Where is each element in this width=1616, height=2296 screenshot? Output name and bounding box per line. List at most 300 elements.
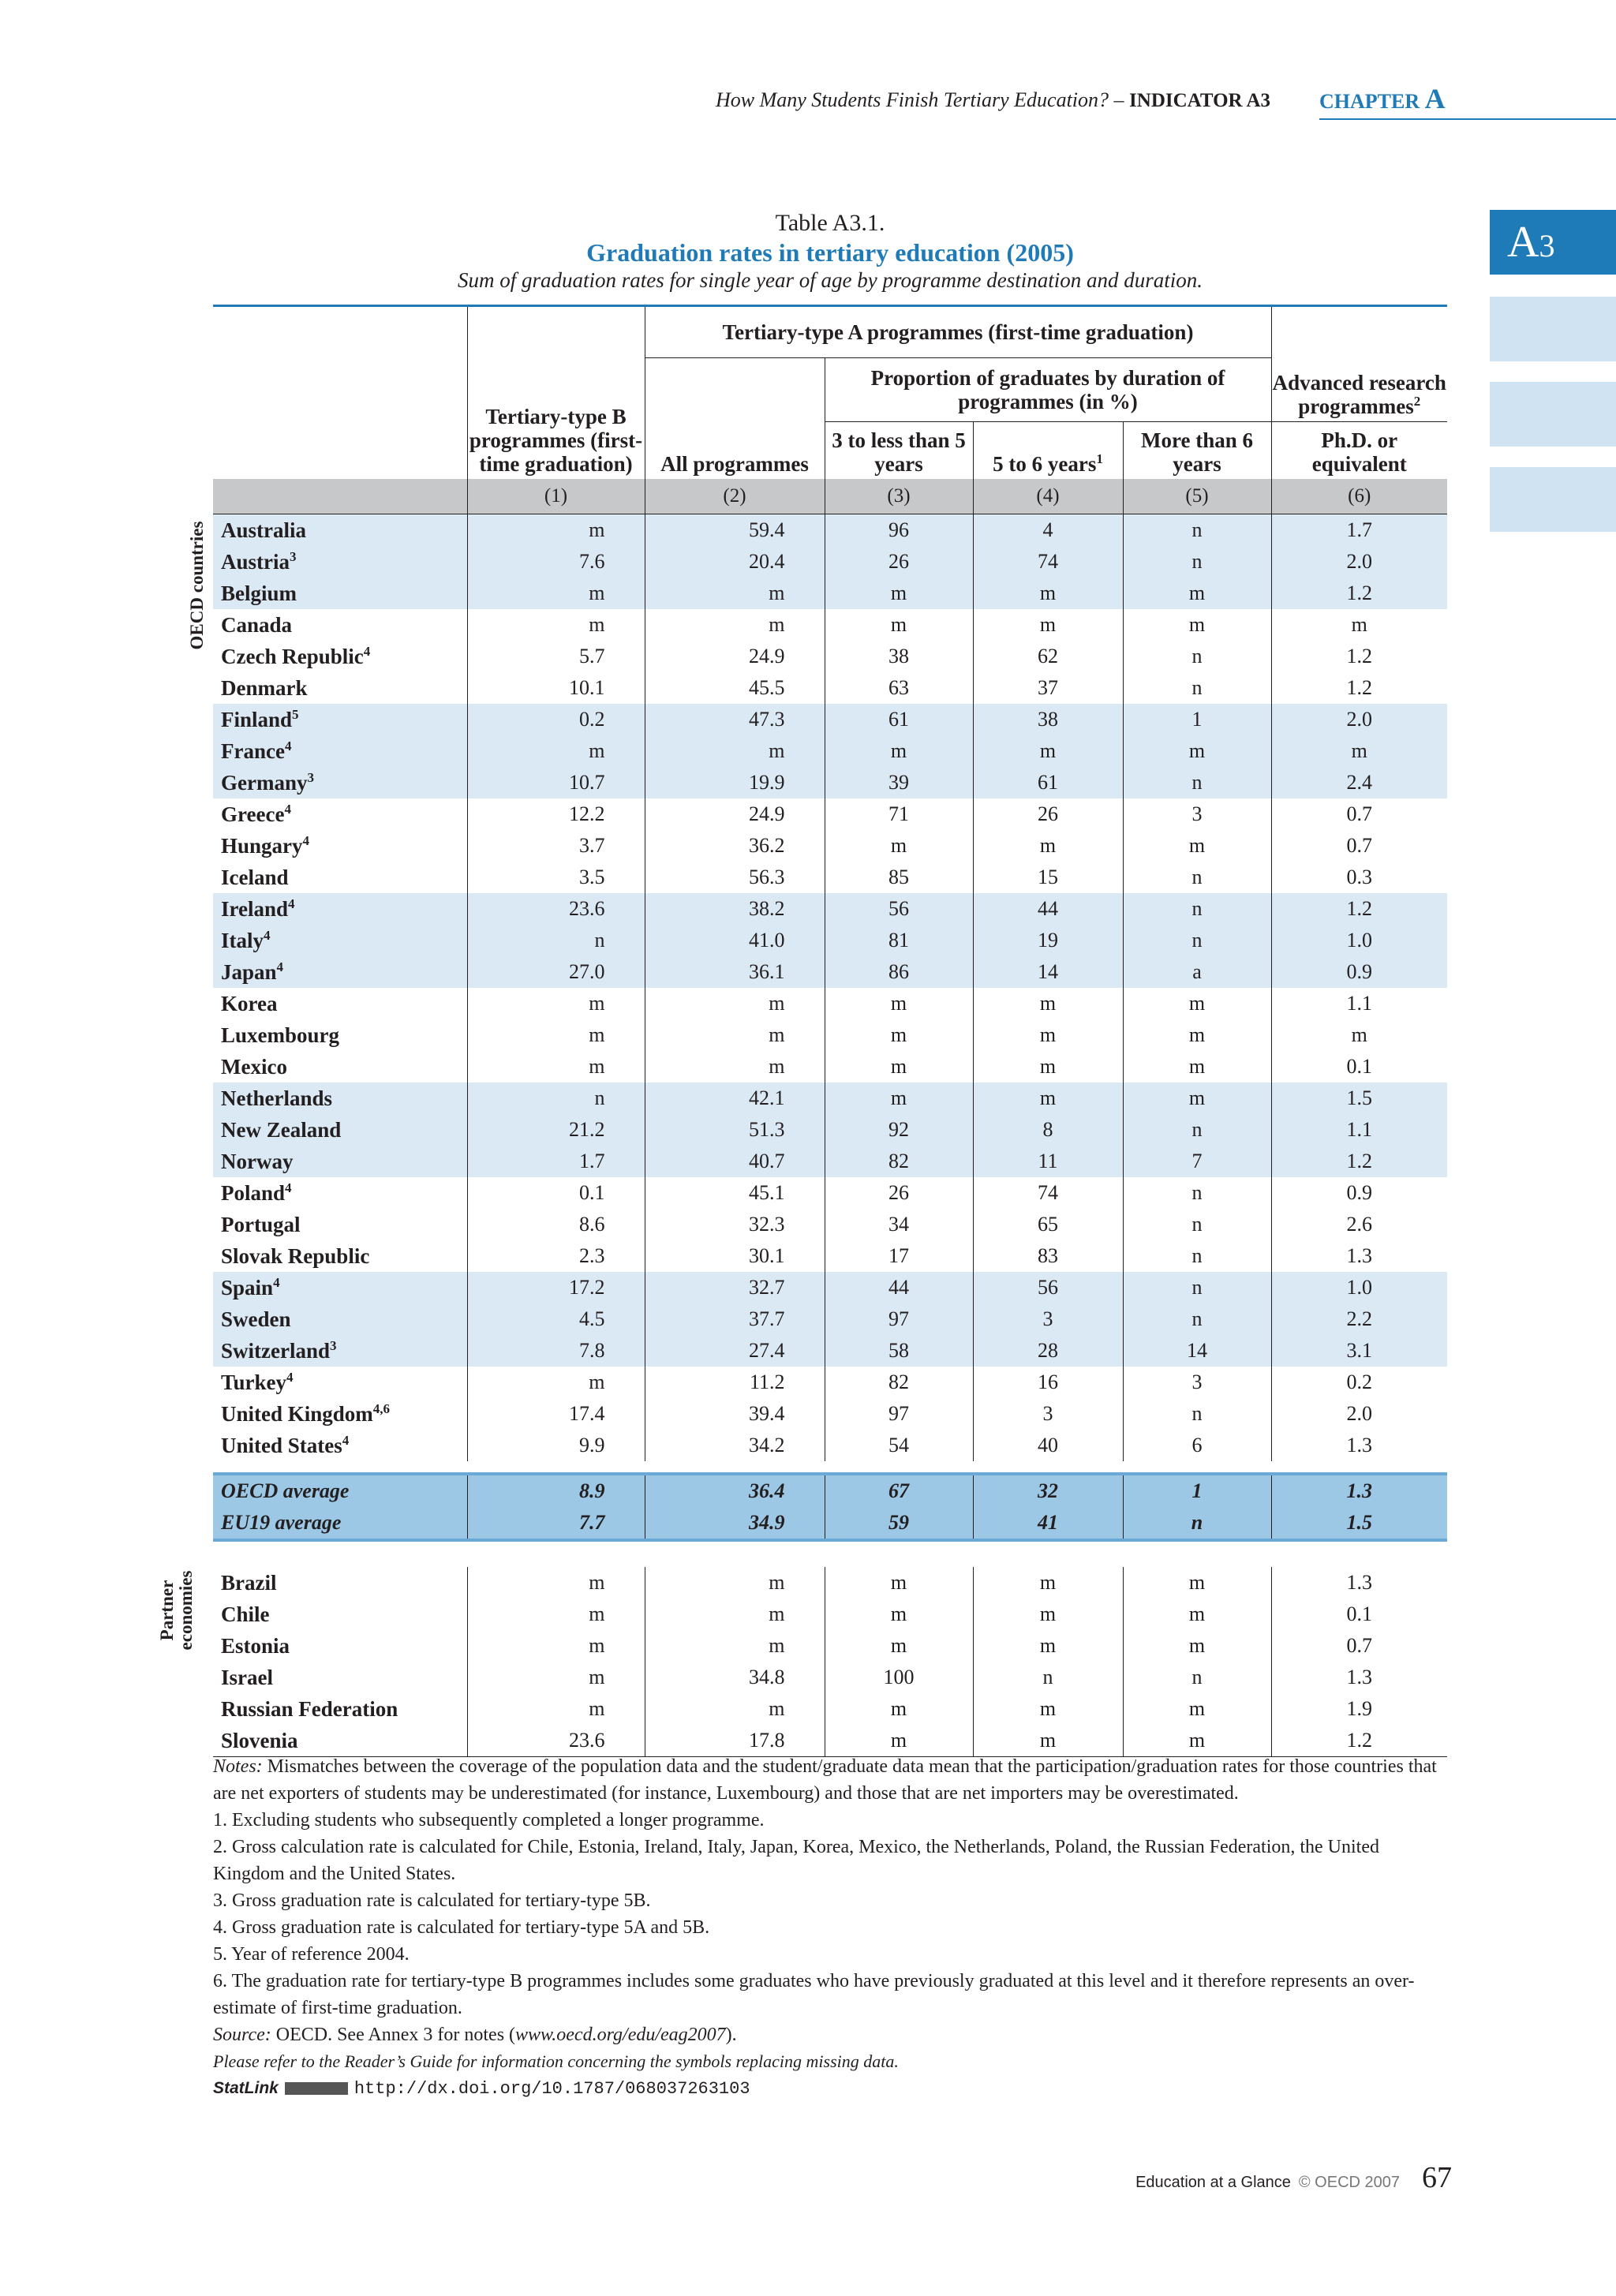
table-row [213,578,1447,609]
value-cell-col6: 3.1 [1271,1335,1447,1367]
partner-name [213,1630,467,1662]
value-cell-col2: 30.1 [645,1240,825,1272]
oecd-rows [213,514,1447,1462]
statlink-logo-icon [285,2082,348,2095]
value-cell-col5: 3 [1123,1367,1271,1398]
value-cell-col5: n [1123,925,1271,956]
col2-header: All programmes [645,358,825,480]
value-cell-col2: m [645,1693,825,1725]
value-cell-col5: m [1123,1693,1271,1725]
row-label: Australia [221,518,306,542]
value-cell-col5: n [1123,1209,1271,1240]
table-row [213,1567,1447,1599]
value-cell-col1: 7.8 [467,1335,645,1367]
footer-copyright: © OECD 2007 [1298,2174,1400,2191]
row-label: Netherlands [221,1086,332,1110]
value-cell-col5: m [1123,1567,1271,1599]
value-cell-col3: m [825,1019,973,1051]
country-name [213,641,467,672]
country-name [213,1367,467,1398]
value-cell-col5: n [1123,1272,1271,1303]
value-cell-col2: 36.1 [645,956,825,988]
value-cell-col1: m [467,1051,645,1083]
footnote-marker: 4 [284,801,291,817]
value-cell-col5: m [1123,1019,1271,1051]
running-title: How Many Students Finish Tertiary Education? [715,88,1109,111]
footnote-marker: 4 [285,1180,292,1195]
country-name [213,1083,467,1114]
value-cell-col3: m [825,1725,973,1757]
table-row [213,704,1447,735]
value-cell-col5: 7 [1123,1146,1271,1177]
value-cell-col4: m [973,1567,1123,1599]
row-label: Portugal [221,1212,301,1236]
table-row [213,546,1447,578]
value-cell-col4: m [973,578,1123,609]
country-name [213,893,467,925]
value-cell-col4: m [973,1599,1123,1630]
row-label: Brazil [221,1570,277,1595]
value-cell-col2: 32.7 [645,1272,825,1303]
value-cell-col4: m [973,1019,1123,1051]
value-cell-col5: m [1123,735,1271,767]
value-cell-col5: n [1123,1507,1271,1540]
value-cell-col3: 86 [825,956,973,988]
footnote-marker: 3 [307,769,314,785]
partner-name [213,1599,467,1630]
value-cell-col6: m [1271,609,1447,641]
footnote-marker: 4 [342,1432,350,1448]
row-label: Belgium [221,581,297,605]
row-label: Estonia [221,1633,290,1658]
value-cell-col1: 8.9 [467,1474,645,1507]
table-title: Graduation rates in tertiary education (2005) [586,238,1074,267]
value-cell-col1: 23.6 [467,893,645,925]
value-cell-col1: 3.5 [467,862,645,893]
value-cell-col3: 61 [825,704,973,735]
table-row [213,1693,1447,1725]
running-separator: – [1109,88,1130,111]
note-2: 2. Gross calculation rate is calculated for Chile, Estonia, Ireland, Italy, Japan, Korea, Mexico, the Netherlands, Poland, the Russian Federation, the United Kingdom and the United States. [213,1837,1380,1884]
value-cell-col4: 37 [973,672,1123,704]
country-name [213,1303,467,1335]
row-label: Hungary [221,833,303,858]
row-label: Sweden [221,1307,291,1331]
value-cell-col2: 37.7 [645,1303,825,1335]
footnote-marker: 4 [264,927,271,943]
value-cell-col2: 45.5 [645,672,825,704]
row-spacer [213,1540,1447,1567]
country-name [213,672,467,704]
value-cell-col1: m [467,514,645,547]
value-cell-col4: 11 [973,1146,1123,1177]
row-label: EU19 average [221,1511,342,1534]
section-tab [1490,210,1616,275]
value-cell-col4: n [973,1662,1123,1693]
table-row [213,925,1447,956]
partner-name [213,1693,467,1725]
table-row [213,1630,1447,1662]
value-cell-col5: n [1123,1398,1271,1430]
value-cell-col5: n [1123,1177,1271,1209]
value-cell-col2: 24.9 [645,798,825,830]
value-cell-col1: 1.7 [467,1146,645,1177]
value-cell-col6: 1.3 [1271,1662,1447,1693]
table-row [213,1599,1447,1630]
value-cell-col4: 74 [973,1177,1123,1209]
country-name [213,1335,467,1367]
sub-header-duration: Proportion of graduates by duration of programmes (in %) [825,358,1271,422]
row-label: Denmark [221,675,308,700]
value-cell-col6: 2.2 [1271,1303,1447,1335]
value-cell-col2: 51.3 [645,1114,825,1146]
value-cell-col3: 100 [825,1662,973,1693]
row-label: Italy [221,928,264,952]
value-cell-col4: m [973,735,1123,767]
table-notes [213,1753,1447,2103]
table-row [213,514,1447,547]
footnote-marker: 4 [284,738,292,753]
row-label: New Zealand [221,1117,342,1142]
value-cell-col6: 0.9 [1271,956,1447,988]
value-cell-col5: m [1123,1051,1271,1083]
section-tab-number: 3 [1539,228,1555,264]
row-label: Korea [221,991,278,1015]
value-cell-col4: 14 [973,956,1123,988]
value-cell-col5: m [1123,988,1271,1019]
value-cell-col5: m [1123,1599,1271,1630]
value-cell-col5: n [1123,1240,1271,1272]
row-label: Israel [221,1665,273,1689]
table-row [213,1146,1447,1177]
row-label: Czech Republic [221,644,364,668]
average-row [213,1474,1447,1507]
value-cell-col3: m [825,988,973,1019]
value-cell-col2: 19.9 [645,767,825,798]
value-cell-col5: m [1123,830,1271,862]
value-cell-col5: m [1123,578,1271,609]
value-cell-col3: 38 [825,641,973,672]
source-end: ). [725,2025,737,2045]
value-cell-col4: 38 [973,704,1123,735]
footnote-marker: 4 [273,1274,280,1290]
partner-name [213,1725,467,1757]
source-text: OECD. See Annex 3 for notes ( [271,2025,516,2045]
group-header-tertiary-a: Tertiary-type A programmes (first-time graduation) [645,307,1271,358]
value-cell-col4: 83 [973,1240,1123,1272]
average-name [213,1474,467,1507]
value-cell-col2: m [645,1630,825,1662]
value-cell-col4: m [973,1725,1123,1757]
value-cell-col2: 34.2 [645,1430,825,1461]
statlink-url[interactable]: http://dx.doi.org/10.1787/068037263103 [354,2079,750,2099]
table-row [213,988,1447,1019]
value-cell-col2: 47.3 [645,704,825,735]
value-cell-col4: 41 [973,1507,1123,1540]
value-cell-col4: 26 [973,798,1123,830]
value-cell-col3: 82 [825,1146,973,1177]
country-name [213,767,467,798]
value-cell-col1: m [467,1693,645,1725]
notes-lead-paragraph [213,1753,1447,1807]
value-cell-col2: 11.2 [645,1367,825,1398]
oecd-countries-label: OECD countries [187,521,207,650]
country-name [213,704,467,735]
col-number-5: (5) [1123,479,1271,514]
side-tab-3 [1490,382,1616,447]
col6-header-top-text: Advanced research programmes [1272,371,1446,418]
value-cell-col5: m [1123,1630,1271,1662]
row-label: Switzerland [221,1338,330,1363]
statlink-label: StatLink [213,2079,279,2097]
col1-header: Tertiary-type B programmes (first-time graduation) [467,307,645,479]
value-cell-col2: 40.7 [645,1146,825,1177]
value-cell-col3: 67 [825,1474,973,1507]
row-label: France [221,739,285,763]
country-name [213,862,467,893]
value-cell-col2: 34.9 [645,1507,825,1540]
value-cell-col4: m [973,830,1123,862]
col6-header-bottom: Ph.D. or equivalent [1271,422,1447,480]
table-row [213,1367,1447,1398]
value-cell-col4: 15 [973,862,1123,893]
readers-guide-note: Please refer to the Reader’s Guide for information concerning the symbols replacing missing data. [213,2051,899,2071]
value-cell-col1: 2.3 [467,1240,645,1272]
table-row [213,1335,1447,1367]
source-link[interactable]: www.oecd.org/edu/eag2007 [515,2025,726,2045]
value-cell-col5: 14 [1123,1335,1271,1367]
note-4: 4. Gross graduation rate is calculated for tertiary-type 5A and 5B. [213,1917,710,1938]
value-cell-col5: a [1123,956,1271,988]
value-cell-col1: 17.2 [467,1272,645,1303]
value-cell-col1: n [467,925,645,956]
row-label: Luxembourg [221,1023,340,1047]
row-label: Mexico [221,1054,287,1079]
partner-economies-label: Partner economies [157,1570,196,1651]
row-label: Greece [221,802,285,826]
value-cell-col6: 1.0 [1271,1272,1447,1303]
value-cell-col2: 27.4 [645,1335,825,1367]
value-cell-col1: 10.1 [467,672,645,704]
footnote-marker: 4 [276,959,284,974]
column-number-row [213,479,1447,514]
value-cell-col6: 1.3 [1271,1430,1447,1461]
table-row [213,1019,1447,1051]
value-cell-col6: 2.6 [1271,1209,1447,1240]
partner-rows [213,1540,1447,1757]
value-cell-col6: 2.0 [1271,1398,1447,1430]
value-cell-col6: 1.9 [1271,1693,1447,1725]
value-cell-col6: 0.9 [1271,1177,1447,1209]
value-cell-col3: 85 [825,862,973,893]
country-name [213,1430,467,1461]
value-cell-col4: m [973,1630,1123,1662]
table-row [213,1662,1447,1693]
country-name [213,830,467,862]
graduation-rates-table [213,305,1447,1757]
value-cell-col1: m [467,1567,645,1599]
running-header [0,88,1270,112]
table-row [213,1303,1447,1335]
note-3: 3. Gross graduation rate is calculated for tertiary-type 5B. [213,1890,651,1911]
country-name [213,1240,467,1272]
col-number-2: (2) [645,479,825,514]
row-label: Norway [221,1149,294,1173]
value-cell-col6: 1.1 [1271,1114,1447,1146]
country-name [213,988,467,1019]
value-cell-col2: 39.4 [645,1398,825,1430]
value-cell-col2: m [645,1567,825,1599]
value-cell-col1: n [467,1083,645,1114]
value-cell-col2: 20.4 [645,546,825,578]
value-cell-col3: m [825,1599,973,1630]
row-label: Finland [221,707,293,731]
value-cell-col6: 1.2 [1271,1146,1447,1177]
section-tab-letter: A [1507,218,1539,267]
value-cell-col1: 17.4 [467,1398,645,1430]
table-row [213,862,1447,893]
partner-name [213,1567,467,1599]
country-name [213,1146,467,1177]
col-number-6: (6) [1271,479,1447,514]
value-cell-col6: 1.3 [1271,1567,1447,1599]
side-tab-2 [1490,297,1616,361]
value-cell-col2: m [645,578,825,609]
country-name [213,1209,467,1240]
average-rows [213,1461,1447,1540]
value-cell-col2: m [645,609,825,641]
value-cell-col5: 6 [1123,1430,1271,1461]
value-cell-col1: 9.9 [467,1430,645,1461]
value-cell-col4: 3 [973,1303,1123,1335]
value-cell-col6: m [1271,1019,1447,1051]
value-cell-col3: 26 [825,546,973,578]
country-name [213,1051,467,1083]
value-cell-col2: 38.2 [645,893,825,925]
col4-header-sup: 1 [1096,451,1103,466]
table-row [213,1430,1447,1461]
col6-header-sup: 2 [1413,394,1421,409]
value-cell-col5: n [1123,1114,1271,1146]
value-cell-col2: 32.3 [645,1209,825,1240]
value-cell-col3: 34 [825,1209,973,1240]
footnote-marker: 4 [363,643,371,659]
country-name [213,1177,467,1209]
value-cell-col4: 74 [973,546,1123,578]
footnote-marker: 3 [290,548,297,564]
value-cell-col2: 59.4 [645,514,825,547]
footnote-marker: 4 [288,896,295,911]
row-label: Iceland [221,865,289,889]
value-cell-col4: 56 [973,1272,1123,1303]
table-row [213,1240,1447,1272]
value-cell-col6: 0.1 [1271,1599,1447,1630]
col-number-1: (1) [467,479,645,514]
value-cell-col3: 97 [825,1398,973,1430]
row-label: OECD average [221,1479,350,1502]
value-cell-col3: 26 [825,1177,973,1209]
value-cell-col3: m [825,1567,973,1599]
country-name [213,925,467,956]
table-subtitle: Sum of graduation rates for single year of age by programme destination and duration. [458,268,1203,292]
value-cell-col6: 1.5 [1271,1507,1447,1540]
value-cell-col3: m [825,1630,973,1662]
value-cell-col4: 32 [973,1474,1123,1507]
footer-publication: Education at a Glance [1135,2174,1291,2191]
partner-name [213,1662,467,1693]
value-cell-col6: 1.7 [1271,514,1447,547]
source-line [213,2021,1447,2048]
indicator-label: INDICATOR A3 [1129,90,1270,111]
value-cell-col1: m [467,1367,645,1398]
value-cell-col2: 17.8 [645,1725,825,1757]
table-row [213,735,1447,767]
footnote-marker: 5 [292,706,299,722]
value-cell-col1: 7.6 [467,546,645,578]
value-cell-col6: 0.7 [1271,1630,1447,1662]
value-cell-col5: m [1123,1083,1271,1114]
row-label: Japan [221,959,277,984]
value-cell-col6: 1.2 [1271,1725,1447,1757]
value-cell-col3: 81 [825,925,973,956]
table-row [213,609,1447,641]
value-cell-col6: 1.2 [1271,641,1447,672]
value-cell-col1: 12.2 [467,798,645,830]
value-cell-col3: m [825,1693,973,1725]
value-cell-col3: 92 [825,1114,973,1146]
value-cell-col5: 1 [1123,1474,1271,1507]
value-cell-col5: m [1123,1725,1271,1757]
value-cell-col3: 58 [825,1335,973,1367]
value-cell-col4: 3 [973,1398,1123,1430]
value-cell-col1: 10.7 [467,767,645,798]
value-cell-col6: 0.1 [1271,1051,1447,1083]
row-label: Spain [221,1275,274,1299]
table-row [213,893,1447,925]
value-cell-col3: m [825,735,973,767]
page-footer [1089,2160,1452,2195]
value-cell-col3: m [825,1083,973,1114]
country-name [213,1398,467,1430]
country-name [213,956,467,988]
value-cell-col1: m [467,1599,645,1630]
row-label: United States [221,1433,342,1457]
value-cell-col1: 8.6 [467,1209,645,1240]
value-cell-col6: m [1271,735,1447,767]
value-cell-col5: 3 [1123,798,1271,830]
value-cell-col1: 4.5 [467,1303,645,1335]
value-cell-col3: 82 [825,1367,973,1398]
table-row [213,1725,1447,1757]
value-cell-col3: m [825,578,973,609]
value-cell-col3: 17 [825,1240,973,1272]
footnote-marker: 4,6 [372,1400,391,1416]
col5-header: More than 6 years [1123,422,1271,480]
value-cell-col5: n [1123,1303,1271,1335]
value-cell-col3: 71 [825,798,973,830]
value-cell-col1: m [467,735,645,767]
value-cell-col1: m [467,578,645,609]
table-row [213,1398,1447,1430]
value-cell-col3: 39 [825,767,973,798]
value-cell-col3: 54 [825,1430,973,1461]
value-cell-col1: m [467,1630,645,1662]
value-cell-col2: 42.1 [645,1083,825,1114]
average-row [213,1507,1447,1540]
value-cell-col6: 0.7 [1271,798,1447,830]
row-label: Poland [221,1180,286,1205]
value-cell-col4: m [973,1083,1123,1114]
